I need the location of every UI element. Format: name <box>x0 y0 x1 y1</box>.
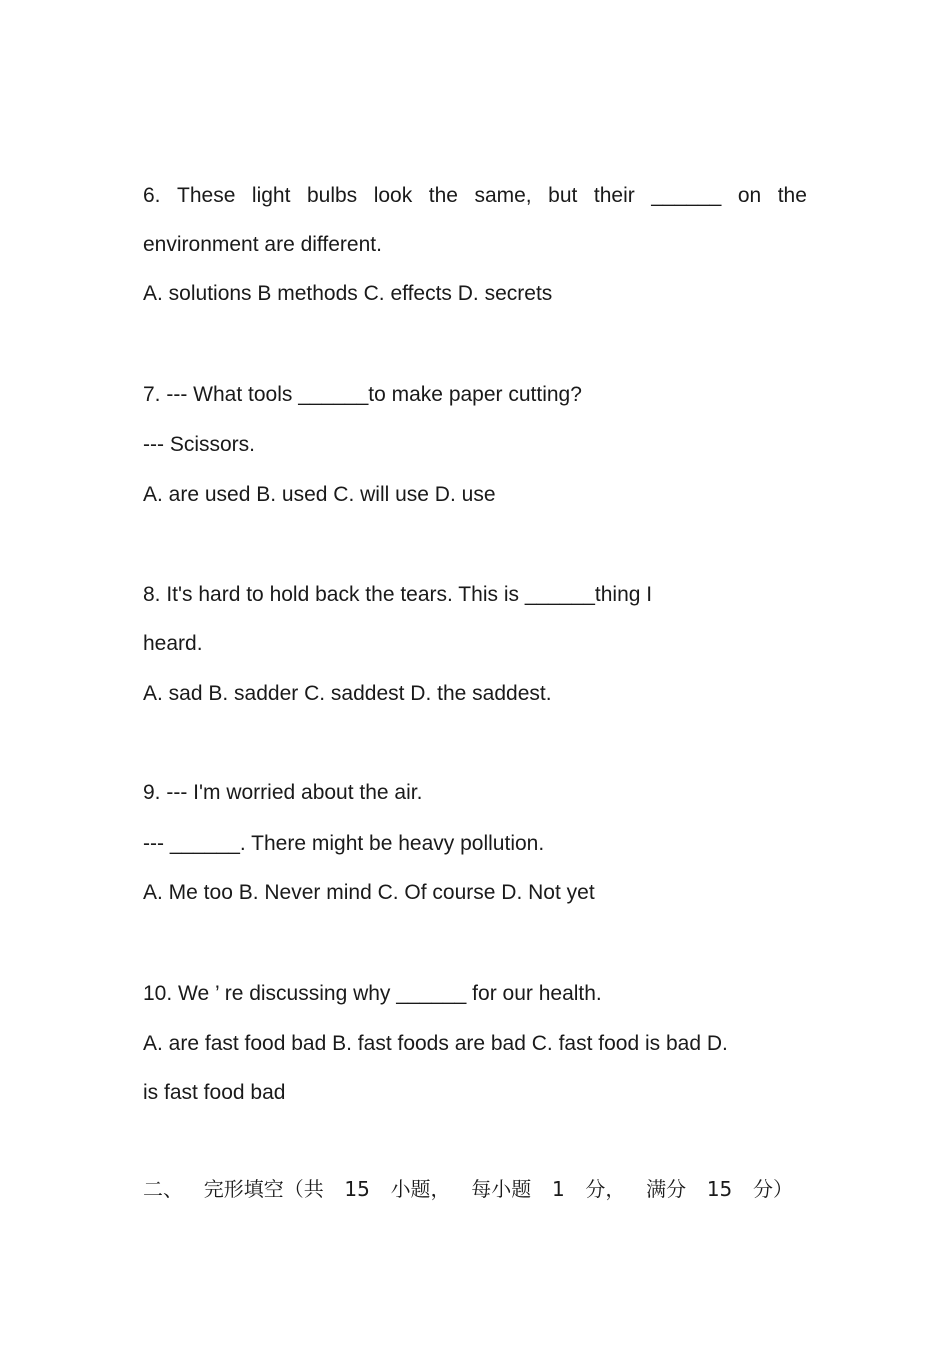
heading-part: 每小题 <box>471 1177 532 1201</box>
q7-stem: 7. --- What tools ______to make paper cutting? <box>143 383 582 406</box>
q8-stem-line2: heard. <box>143 632 203 655</box>
heading-part: 二、 <box>143 1177 183 1201</box>
q6-word: These <box>177 184 236 207</box>
heading-part: 15 <box>706 1177 733 1201</box>
q10-options-line2: is fast food bad <box>143 1081 286 1104</box>
heading-part: 1 <box>551 1177 565 1201</box>
q6-word: 6. <box>143 184 161 207</box>
heading-part: 15 <box>344 1177 370 1201</box>
q6-word: the <box>777 184 807 207</box>
q10-options-line1: A. are fast food bad B. fast foods are bad C. fast food is bad D. <box>143 1032 728 1055</box>
q6-word: their <box>593 184 635 207</box>
heading-part: 分， <box>585 1177 626 1201</box>
heading-part: 完形填空（共 <box>203 1177 324 1201</box>
q6-word: on <box>737 184 762 207</box>
q7-options: A. are used B. used C. will use D. use <box>143 483 496 506</box>
q6-word: look <box>373 184 413 207</box>
q7-reply: --- Scissors. <box>143 433 255 456</box>
q6-options: A. solutions B methods C. effects D. secrets <box>143 282 553 305</box>
q9-reply: --- ______. There might be heavy pollution. <box>143 832 545 855</box>
q6-stem-line2: environment are different. <box>143 233 382 256</box>
heading-part: 小题， <box>390 1177 451 1201</box>
q8-stem-line1: 8. It's hard to hold back the tears. This is ______thing I <box>143 583 653 606</box>
q6-word: same, <box>474 184 532 207</box>
q6-word: the <box>428 184 458 207</box>
q6-word: light <box>251 184 291 207</box>
heading-part: 分） <box>752 1177 793 1201</box>
section-heading <box>143 1179 793 1199</box>
q10-stem: 10. We ’ re discussing why ______ for our health. <box>143 982 602 1005</box>
q6-word: bulbs <box>306 184 358 207</box>
q6-word: but <box>548 184 578 207</box>
q8-options: A. sad B. sadder C. saddest D. the saddest. <box>143 682 552 705</box>
q6-blank: ______ <box>651 184 722 207</box>
heading-part: 满分 <box>646 1177 687 1201</box>
q6-stem-line1 <box>143 185 807 206</box>
q9-options: A. Me too B. Never mind C. Of course D. Not yet <box>143 881 595 904</box>
q9-stem: 9. --- I'm worried about the air. <box>143 781 423 804</box>
